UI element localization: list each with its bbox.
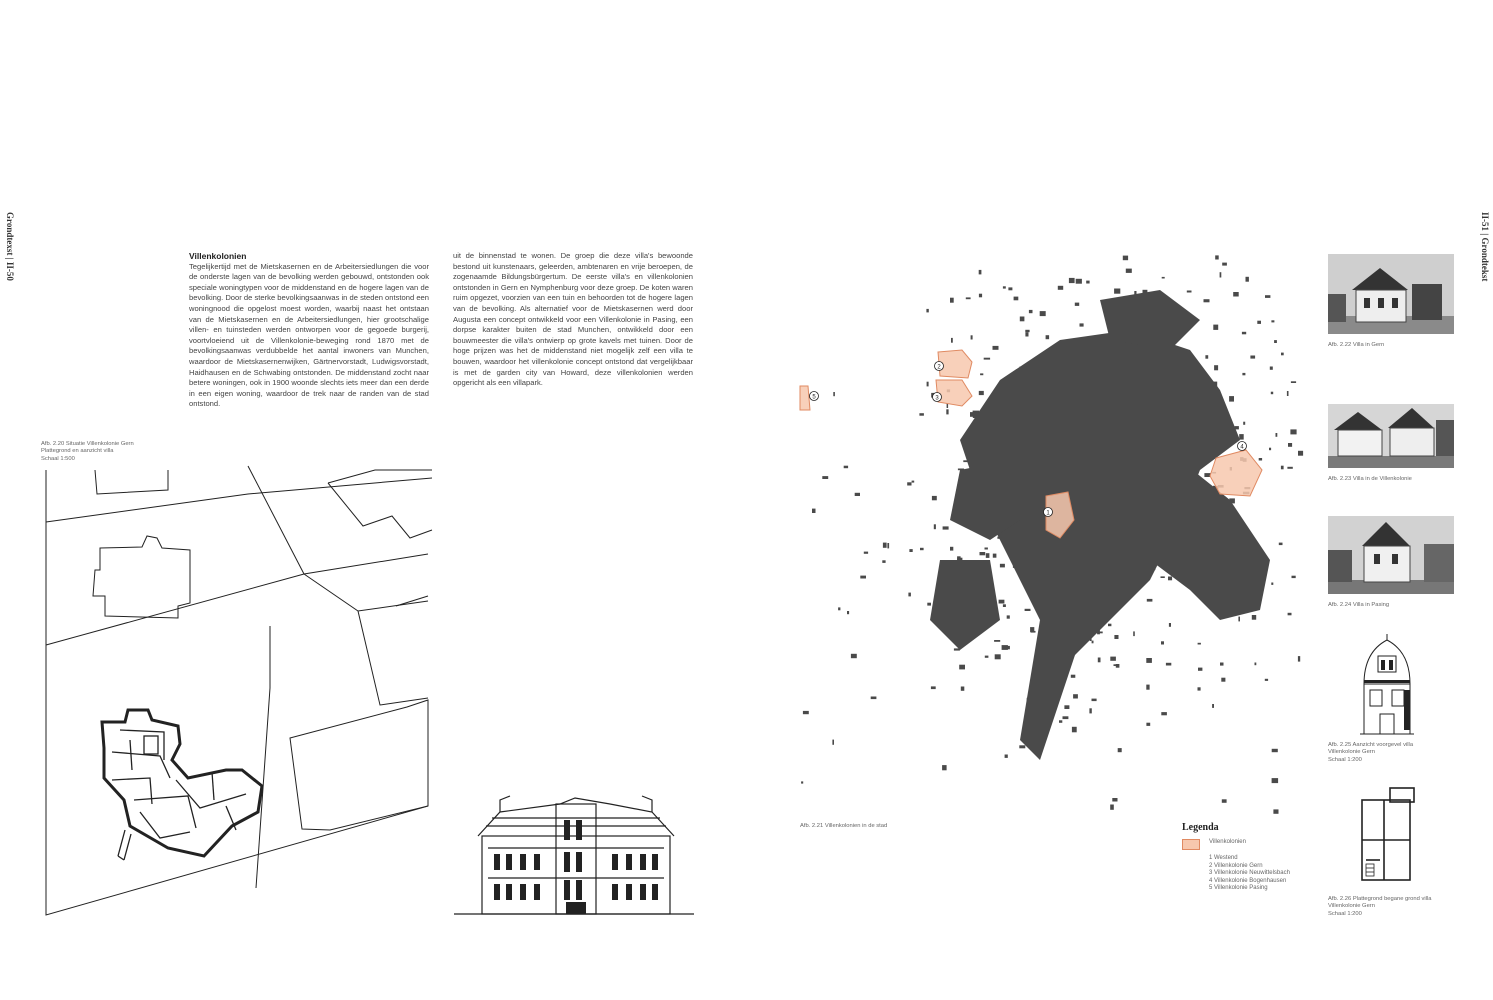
elevation-caption: Afb. 2.25 Aanzicht voorgevel villa Villenkolonie Gern Schaal 1:200 bbox=[1328, 742, 1414, 763]
map-marker-5: 5 bbox=[812, 394, 816, 401]
body-text-2: uit de binnenstad te wonen. De groep die deze villa's bewoonde bestond uit kunstenaars, geleerden, ambtenaren en vrije beroepen, de zogenaamde Bildungsbürgertum. De eerste villa's en villenkolonien ontstonden in Gern en Nymphenburg voor deze groep. De koten waren ruim opgezet, voorzien van een tuin en behoorden tot de hogere lagen van de bevolking. Als alternatief voor de Mietskasernen werd door Augusta een concept ontwikkeld voor een Villenkolonie in Pasing, een dorpse karakter buiten de stad Munchen, ontwikkeld door een bouwmeester die villa's ontwierp op grote kavels met tuinen. Door de hoge prijzen was het de middenstand niet mogelijk zelf een villa te bouwen, waardoor het villenkolonie concept ontstond dat vergelijkbaar is met de garden city van Howard, deze villenkolonien werden opgericht als een villapark. bbox=[453, 251, 693, 388]
photo-caption-1: Afb. 2.22 Villa in Gern bbox=[1328, 342, 1385, 348]
body-text-1: Tegelijkertijd met de Mietskasernen en de Arbeitersiedlungen die voor de onderste lagen van de bevolking werden gebouwd, ontstonden ook speciale woningtypen voor de middenstand en de hogere lagen van de bevolking. Door de sterke bevolkingsaanwas in de steden ontstond een woningnood die opgelost moest worden, waarbij naast het ontstaan van de Mietskasernen en de Arbeitersiedlungen, hier grootschalige villen- en tuinsteden werden ontworpen voor de gegoede burgerij, voortvloeiend uit de Villenkolonie-beweging rond 1870 met de bevolkingsaanwas verdubbelde het aantal inwoners van Munchen, waardoor de Mietskasernenwijken, Gärtnervorstadt, Ludwigsvorstadt, Haidhausen en de Schwabing ontstonden. De middenstand zocht naar betere woningen, ook in 1900 woonde slechts iets meer dan een derde in een eigen woning, waardoor de trek naar de randen van de stad ontstond. bbox=[189, 261, 429, 409]
floorplan-caption: Afb. 2.26 Plattegrond begane grond villa Villenkolonie Gern Schaal 1:200 bbox=[1328, 896, 1432, 917]
figure-caption-site: Afb. 2.20 Situatie Villenkolonie Gern Plattegrond en aanzicht villa Schaal 1:500 bbox=[41, 441, 134, 462]
map-caption: Afb. 2.21 Villenkolonien in de stad bbox=[800, 823, 888, 829]
running-head-right: II-51 | Grondtekst bbox=[1480, 212, 1490, 282]
map-marker-2: 2 bbox=[937, 364, 941, 371]
photo-caption-3: Afb. 2.24 Villa in Pasing bbox=[1328, 602, 1390, 608]
legend-item: 2 Villenkolonie Gern bbox=[1209, 862, 1263, 869]
photo-caption-2: Afb. 2.23 Villa in de Villenkolonie bbox=[1328, 476, 1412, 482]
map-marker-3: 3 bbox=[935, 395, 939, 402]
running-head-left: Grondtexst | II-50 bbox=[5, 212, 15, 281]
map-marker-4: 4 bbox=[1240, 444, 1244, 451]
map-marker-1: 1 bbox=[1046, 510, 1050, 517]
legend-item: 5 Villenkolonie Pasing bbox=[1209, 885, 1268, 892]
legend-swatch-label: Villenkolonien bbox=[1209, 839, 1246, 845]
legend-title: Legenda bbox=[1182, 822, 1219, 833]
section-heading: Villenkolonien bbox=[189, 251, 247, 261]
legend-item: 1 Westend bbox=[1209, 855, 1238, 861]
legend-item: 4 Villenkolonie Bogenhausen bbox=[1209, 877, 1287, 884]
legend-item: 3 Villenkolonie Neuwittelsbach bbox=[1209, 870, 1290, 877]
